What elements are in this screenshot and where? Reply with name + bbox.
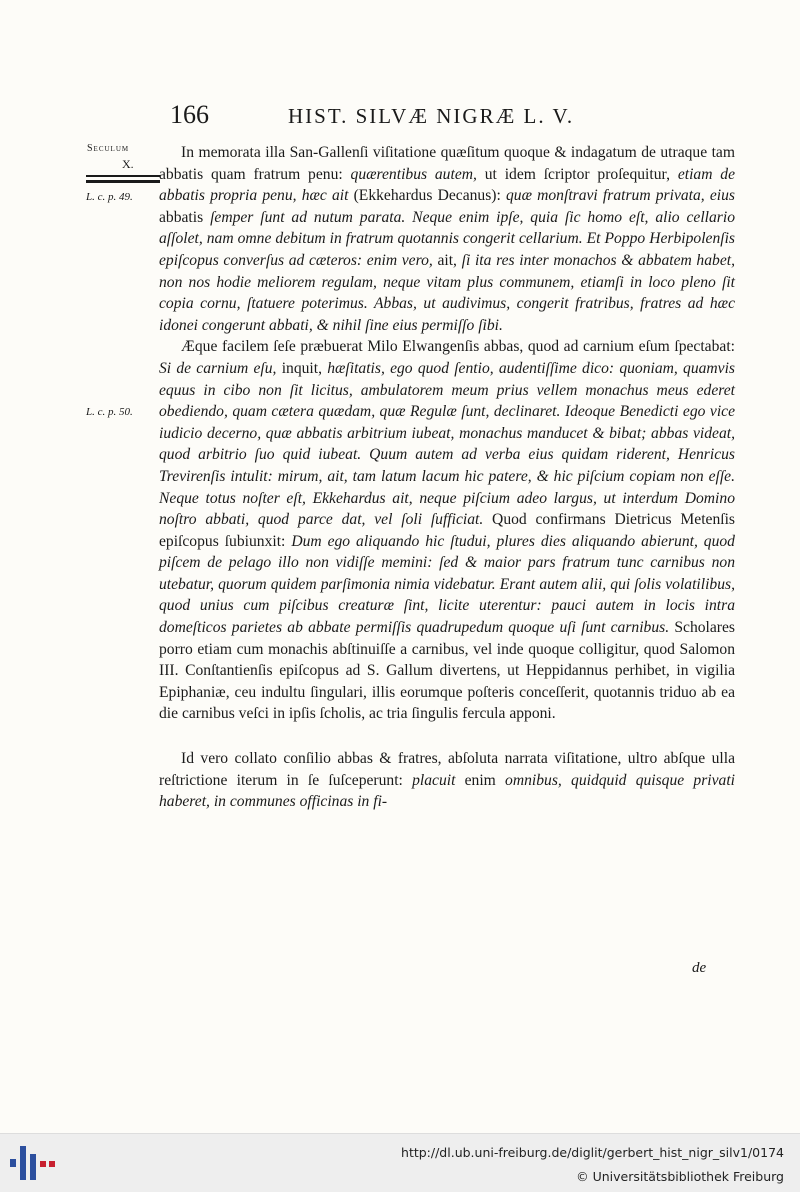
roman-text: enim	[455, 771, 506, 789]
main-text	[159, 142, 735, 813]
viewer-footer	[0, 1133, 800, 1192]
italic-text: etiam de abbatis propria penu, hæc ait	[159, 165, 736, 205]
margin-seculum-number: X.	[122, 157, 134, 171]
italic-text: ſi ita res inter monachos & abbatem habet, non nos hodie meliorem regulam, neque vitam plus communem, etiamſi in loco pleno ſit copia cornu, ſtatuere poterimus. Abbas, ut audivimus, congerit fratribus, fratres ad hæc idonei congerunt abbati, & nihil ſine eius permiſſo ſibi.	[159, 251, 735, 334]
page-number: 166	[170, 100, 209, 129]
italic-text: quæ monſtravi fratrum privata, eius	[505, 187, 735, 205]
page-header	[170, 100, 740, 140]
roman-text: (Ekkehardus Decanus):	[348, 187, 506, 205]
italic-text: placuit	[412, 771, 456, 789]
library-logo	[10, 1142, 54, 1184]
copyright-notice: © Universitätsbibliothek Freiburg	[576, 1169, 784, 1184]
roman-text: Scholares porro etiam cum monachis abſtinuiſſe a carnibus, vel inde quoque colligitur, quod Salomon III. Conſtantienſis epiſcopus ad S. Gallum divertens, ut Heppidannus perhibet, in vigilia Epiphaniæ, ceu indultu ſingulari, illis eorumque poſteris conceſſerit, quotannis triduo ab ea die carnibus veſci in ipſis ſcholis, ac tria ſingulis fercula apponi.	[159, 619, 735, 723]
margin-reference: L. c. p. 49.	[86, 191, 133, 203]
margin-rule	[86, 180, 160, 183]
italic-text: ſemper ſunt ad nutum parata. Neque enim ipſe, quia ſic homo eſt, alio cellario aſſolet, nam omne debitum in fratrum quotannis congerit cellarium. Et Poppo Herbipolenſis epiſcopus converſus ad cæteros: enim vero,	[159, 208, 735, 269]
roman-text: Id vero collato conſilio abbas & fratres, abſoluta narrata viſitatione, ultro abſque ulla reſtrictione iterum in ſe ſuſceperunt:	[159, 750, 735, 789]
paragraph	[159, 748, 735, 813]
running-title: HIST. SILVÆ NIGRÆ L. V.	[288, 104, 575, 128]
roman-text: ut idem ſcriptor proſequitur,	[476, 165, 678, 183]
catchword: de	[692, 960, 707, 976]
italic-text: Si de carnium eſu,	[159, 359, 277, 377]
roman-text: inquit,	[276, 359, 328, 377]
roman-text: abbatis	[159, 208, 211, 226]
italic-text: hæſitatis, ego quod ſentio, audentiſſime dico: quoniam, quamvis equus in cibo non ſit licitus, ambulatorem meum prius vellem monachus meus ederet obediendo, quam cætera quædam, quæ Regulæ ſunt, declinaret. Ideoque Benedicti ego vice iudicio decerno, quæ abbatis arbitrium iubeat, monachus manducet & bibat; abbas videat, quod arbitrio ſuo quid iubeat. Quum autem ad verba eius quidam riderent, Henricus Trevirenſis intulit: mirum, ait, tam latum lacum hic patere, & hic piſcium copiam non eſſe. Neque totus noſter eſt, Ekkehardus ait, neque piſcium adeo largus, ut interdum Domino noſtro abbati, quod parce dat, vel ſoli ſufficiat.	[159, 359, 735, 529]
roman-text: Quod confirmans Dietricus Metenſis epiſcopus ſubiunxit:	[159, 511, 735, 550]
paragraph	[159, 142, 735, 336]
italic-text: quærentibus autem,	[350, 165, 477, 183]
roman-text: In memorata illa San-Gallenſi viſitatione quæſitum quoque & indagatum de utraque tam abbatis quam fratrum penu:	[159, 144, 735, 183]
roman-text: Æque facilem ſeſe præbuerat Milo Elwangenſis abbas, quod ad carnium eſum ſpectabat:	[181, 338, 735, 356]
roman-text: ait,	[432, 251, 462, 269]
margin-reference: L. c. p. 50.	[86, 406, 133, 418]
paragraph	[159, 336, 735, 725]
italic-text: omnibus, quidquid quisque privati haberet, in communes officinas in fi-	[159, 771, 736, 811]
margin-rule	[86, 175, 160, 177]
margin-seculum-label: Seculum	[87, 143, 130, 154]
permalink-url[interactable]: http://dl.ub.uni-freiburg.de/diglit/gerbert_hist_nigr_silv1/0174	[401, 1145, 784, 1160]
italic-text: Dum ego aliquando hic ſtudui, plures dies aliquando abierunt, quod piſcem de pelago illo non vidiſſe memini: ſed & maior pars fratrum tunc carnibus non utebatur, quorum quidem parſimonia nimia videbatur. Erant autem alii, qui ſolis volatilibus, quod unius cum piſcibus creaturæ ſint, licite uterentur: pauci autem in locis intra domeſticos parietes ab abbate permiſſis quadrupedum quoque uſi ſunt carnibus.	[159, 532, 735, 637]
